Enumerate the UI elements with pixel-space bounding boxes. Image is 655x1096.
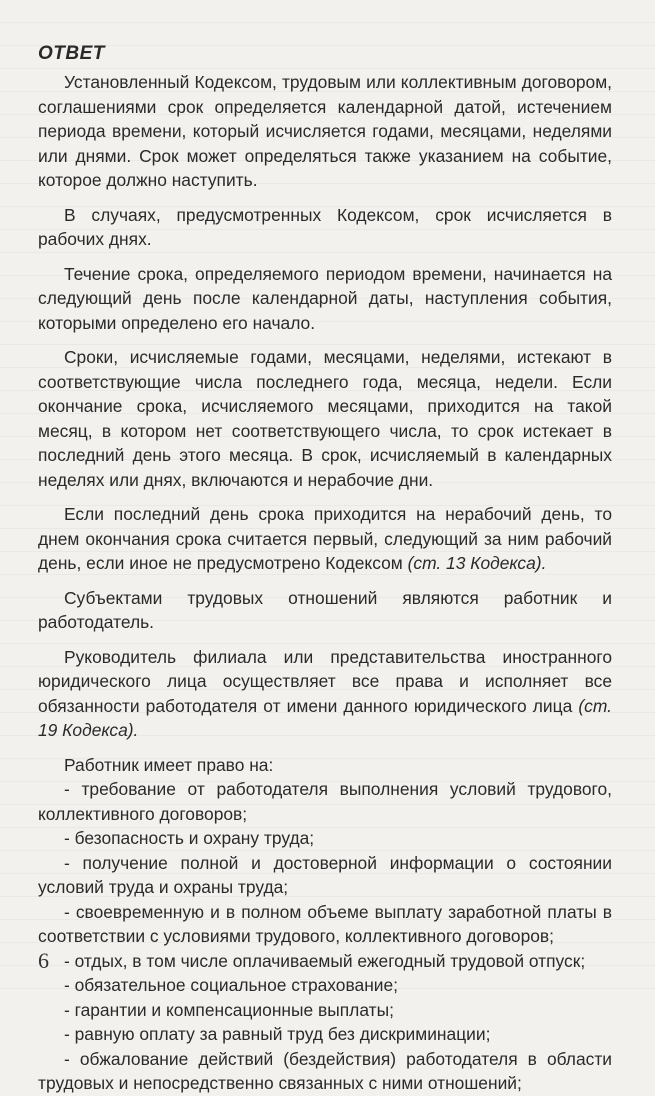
paragraph-5-text: Если последний день срока приходится на нерабочий день, то днем окончания срока считается первый, следующий за ним рабочий день, если иное не предусмотрено Кодексом [38,504,612,573]
paragraph-7-text: Руководитель филиала или представительства иностранного юридического лица осуществляет все права и исполняет все обязанности работодателя от имени данного юридического лица [38,646,612,716]
page-number: 6 [38,948,49,973]
article-reference: (ст. 19 Кодекса). [38,695,612,740]
paragraph-7 [38,645,612,743]
list-item: - гарантии и компенсационные выплаты; [64,999,394,1020]
paragraph-3: Течение срока, определяемого периодом времени, начинается на следующий день после календарной даты, наступления события, которыми определено его начало. [38,263,612,333]
paragraph-6: Субъектами трудовых отношений являются работник и работодатель. [38,587,612,632]
list-item: - получение полной и достоверной информации о состоянии условий труда и охраны труда; [38,852,612,897]
list-item: - своевременную и в полном объеме выплату заработной платы в соответствии с условиями трудового, коллективного договоров; [38,901,612,946]
list-item: - отдых, в том числе оплачиваемый ежегодный трудовой отпуск; [64,950,586,971]
paragraph-1: Установленный Кодексом, трудовым или коллективным договором, соглашениями срок определяется календарной датой, истечением периода времени, который исчисляется годами, месяцами, неделями или днями. Срок может определяться также указанием на событие, которое должно наступить. [38,72,612,190]
rights-list [38,777,612,1096]
paragraph-2: В случаях, предусмотренных Кодексом, срок исчисляется в рабочих днях. [38,204,612,249]
list-item: - обязательное социальное страхование; [64,975,399,995]
section-heading: ОТВЕТ [38,43,105,64]
paragraph-5 [38,502,612,576]
list-item: - требование от работодателя выполнения условий трудового, коллективного договоров; [38,779,612,824]
rights-intro: Работник имеет право на: [64,754,274,775]
paragraph-4: Сроки, исчисляемые годами, месяцами, неделями, истекают в соответствующие числа последнего года, месяца, недели. Если окончание срока, исчисляемого месяцами, приходится на такой месяц, в котором нет соответствующего числа, то срок истекает в последний день этого месяца. В срок, исчисляемый в календарных неделях или днях, включаются и нерабочие дни. [38,347,612,490]
list-item: - равную оплату за равный труд без дискриминации; [64,1024,491,1044]
page-body [38,42,612,1096]
list-item: - обжалование действий (бездействия) работодателя в области трудовых и непосредственно связанных с ними отношений; [38,1048,612,1093]
article-reference: (ст. 13 Кодекса). [407,553,547,573]
list-item: - безопасность и охрану труда; [64,828,315,848]
